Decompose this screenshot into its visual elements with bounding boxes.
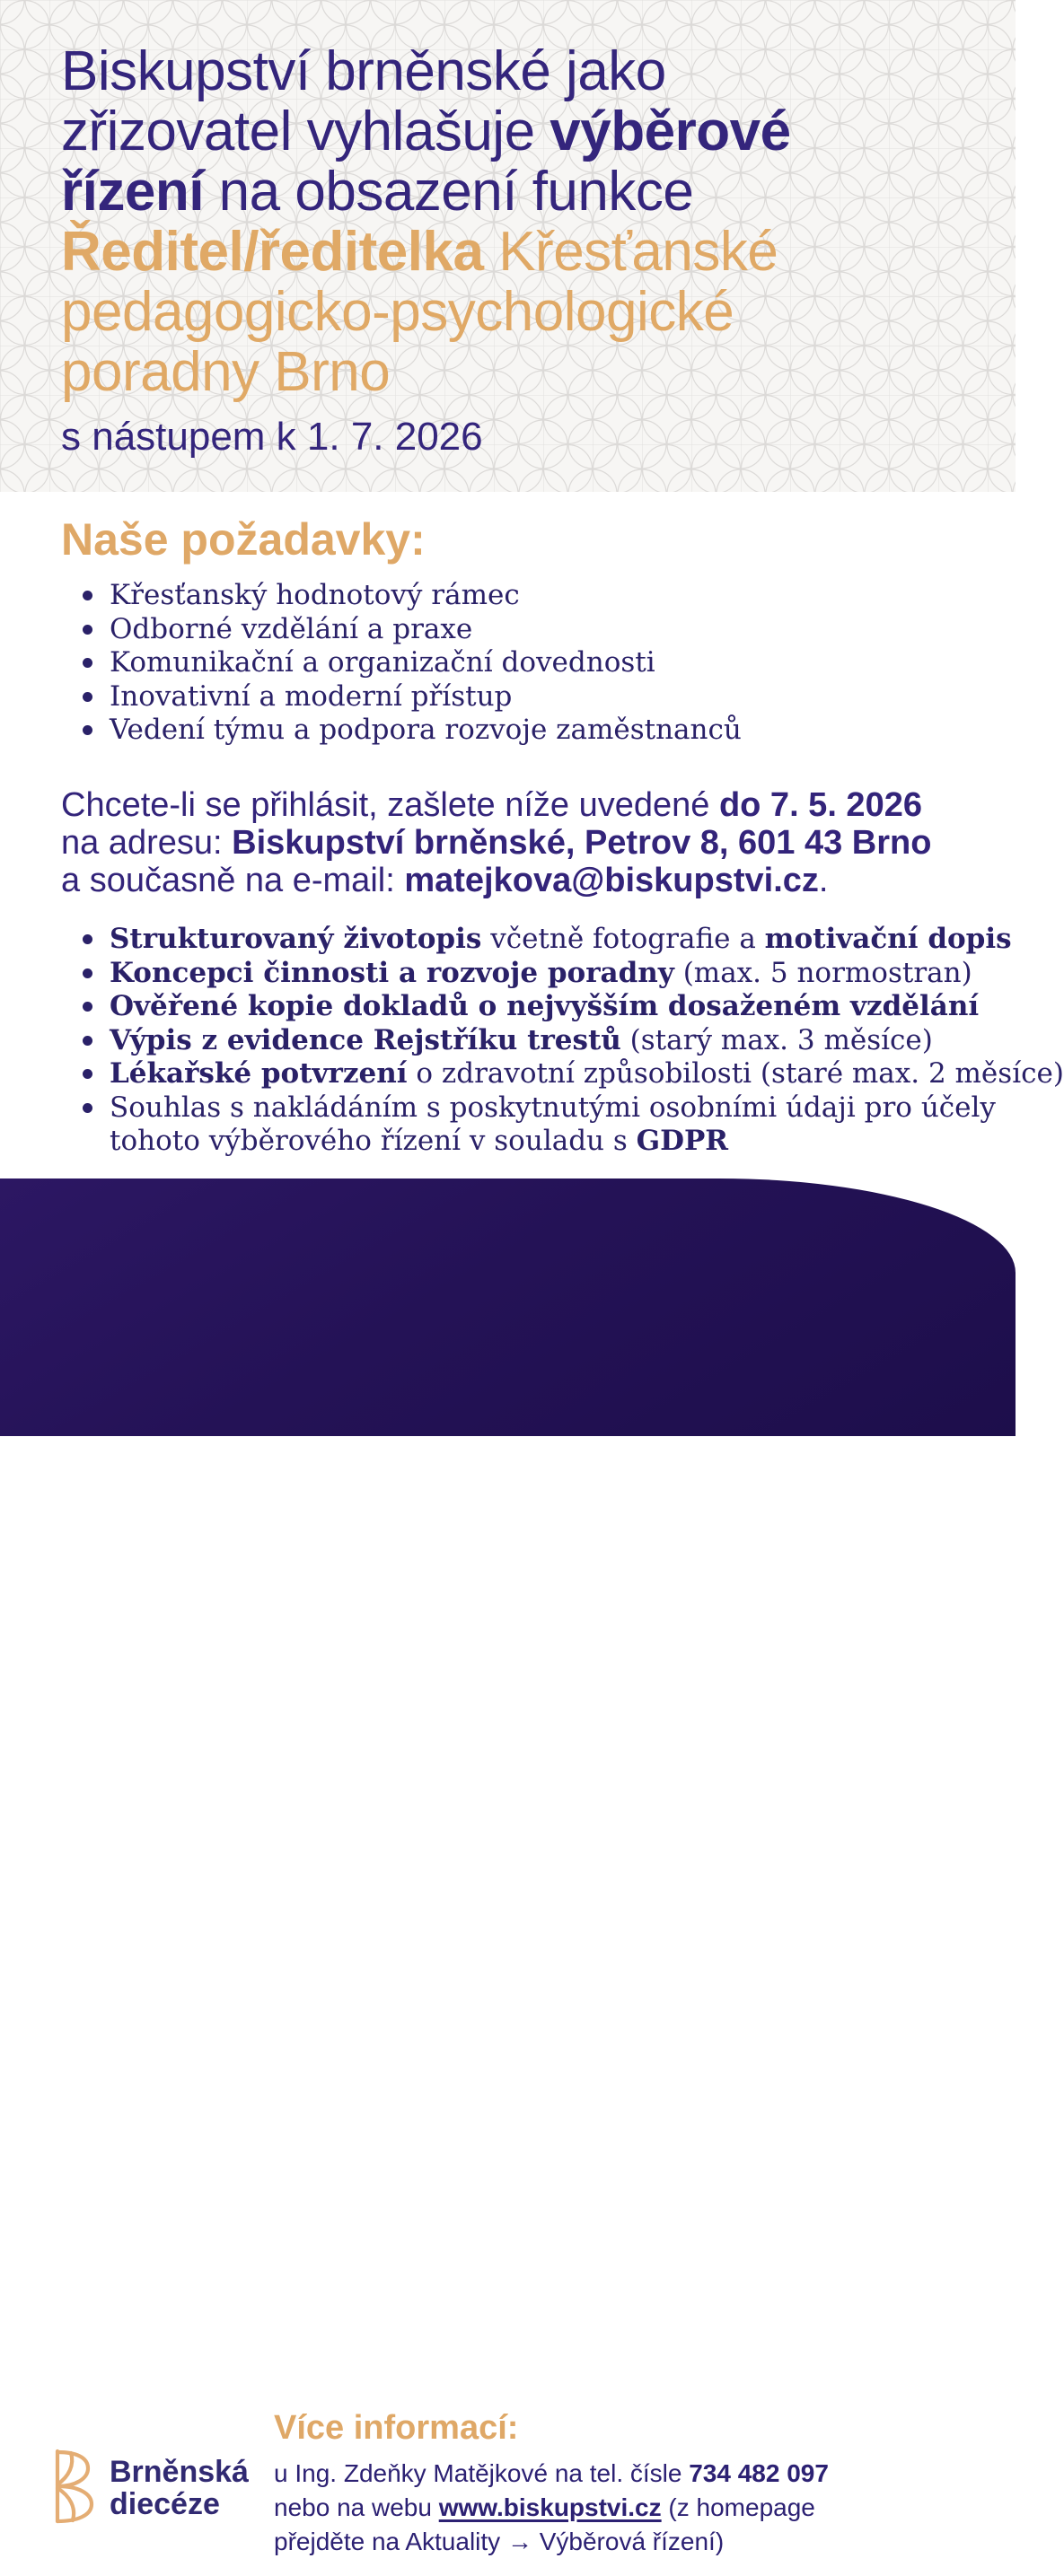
- requirement-item: [61, 680, 742, 714]
- start-date: s nástupem k 1. 7. 2026: [61, 415, 483, 459]
- role-title: pedagogicko-psychologické: [61, 281, 734, 343]
- document-text-bold: Lékařské potvrzení: [110, 1057, 408, 1090]
- document-text: (max. 5 normostran): [673, 956, 972, 989]
- footer-content-panel: [0, 2395, 932, 2576]
- document-text-bold: motivační dopis: [764, 923, 1012, 955]
- document-text-bold: Ověřené kopie dokladů o nejvyšším dosaženém vzdělání: [110, 990, 980, 1022]
- title-line: [61, 342, 791, 402]
- contact-line: [274, 2525, 829, 2559]
- application-deadline: do 7. 5. 2026: [718, 786, 922, 824]
- requirement-text: Odborné vzdělání a praxe: [110, 612, 473, 645]
- title-text: na obsazení funkce: [203, 161, 694, 223]
- phone-number: 734 482 097: [689, 2459, 829, 2487]
- documents-list: [61, 923, 1064, 1159]
- title-text-bold: výběrové: [550, 101, 791, 162]
- diocese-logo-icon: [51, 2449, 96, 2524]
- application-text: .: [818, 862, 829, 899]
- title-text-bold: řízení: [61, 161, 204, 223]
- requirement-item: [61, 646, 742, 680]
- title-line: [61, 222, 791, 282]
- postal-address: Biskupství brněnské, Petrov 8, 601 43 Brno: [232, 824, 932, 862]
- requirement-text: Vedení týmu a podpora rozvoje zaměstnanců: [110, 714, 742, 746]
- document-item: [61, 1057, 1064, 1091]
- requirements-list: [61, 579, 742, 748]
- document-item: [61, 990, 1064, 1024]
- title-line: [61, 101, 791, 162]
- document-text: Souhlas s nakládáním s poskytnutými osobními údaji pro účely: [110, 1091, 996, 1124]
- application-text: na adresu:: [61, 824, 233, 862]
- contact-line: [274, 2491, 829, 2525]
- contact-text: u Ing. Zdeňky Matějkové na tel. čísle: [274, 2459, 690, 2487]
- role-title: Křesťanské: [483, 221, 778, 283]
- diocese-name-line: diecéze: [110, 2487, 220, 2521]
- contact-lines: [274, 2457, 829, 2559]
- requirement-item: [61, 613, 742, 647]
- application-instructions: [61, 786, 931, 899]
- document-text-bold: GDPR: [636, 1125, 729, 1157]
- header-banner: [0, 0, 1016, 492]
- website-link[interactable]: www.biskupstvi.cz: [438, 2493, 662, 2521]
- requirement-text: Komunikační a organizační dovednosti: [110, 646, 655, 679]
- role-title: poradny Brno: [61, 341, 391, 403]
- email-address: matejkova@biskupstvi.cz: [404, 862, 819, 899]
- document-text-bold: Koncepci činnosti a rozvoje poradny: [110, 956, 674, 989]
- role-title-bold: Ředitel/ředitelka: [61, 221, 484, 283]
- document-text: tohoto výběrového řízení v souladu s: [110, 1125, 637, 1157]
- application-line: [61, 862, 931, 899]
- application-text: a současně na e-mail:: [61, 862, 405, 899]
- document-item: [61, 957, 1064, 991]
- document-text: (starý max. 3 měsíce): [620, 1023, 933, 1056]
- title-line: [61, 162, 791, 222]
- document-item: [61, 923, 1064, 957]
- requirement-item: [61, 579, 742, 613]
- footer-band: [0, 1178, 1016, 2555]
- diocese-logo-text: [110, 2456, 249, 2520]
- diocese-name-line: Brněnská: [110, 2455, 249, 2489]
- requirements-heading: Naše požadavky:: [61, 514, 426, 565]
- application-line: [61, 824, 931, 862]
- document-text-bold: Výpis z evidence Rejstříku trestů: [110, 1023, 621, 1056]
- contact-text: nebo na webu: [274, 2493, 439, 2521]
- document-text: včetně fotografie a: [481, 923, 765, 955]
- title-line: [61, 282, 791, 342]
- title-line: [61, 41, 791, 101]
- document-text: o zdravotní způsobilosti (staré max. 2 měsíce): [407, 1057, 1064, 1090]
- document-item: [61, 1024, 1064, 1058]
- header-title: [61, 41, 791, 460]
- contact-line: [274, 2457, 829, 2491]
- title-text: Biskupství brněnské jako: [61, 40, 666, 102]
- contact-text: přejděte na Aktuality → Výběrová řízení): [274, 2528, 725, 2555]
- title-text: zřizovatel vyhlašuje: [61, 101, 550, 162]
- application-text: Chcete-li se přihlásit, zašlete níže uvedené: [61, 786, 719, 824]
- requirement-text: Křesťanský hodnotový rámec: [110, 579, 520, 611]
- document-item-continuation: [61, 1125, 1064, 1159]
- application-line: [61, 786, 931, 824]
- document-item: [61, 1091, 1064, 1126]
- requirement-text: Inovativní a moderní přístup: [110, 679, 513, 713]
- document-text-bold: Strukturovaný životopis: [110, 923, 482, 955]
- requirement-item: [61, 714, 742, 748]
- more-info-heading: Více informací:: [274, 2409, 519, 2447]
- more-info-block: [274, 2407, 829, 2559]
- contact-text: (z homepage: [661, 2493, 815, 2521]
